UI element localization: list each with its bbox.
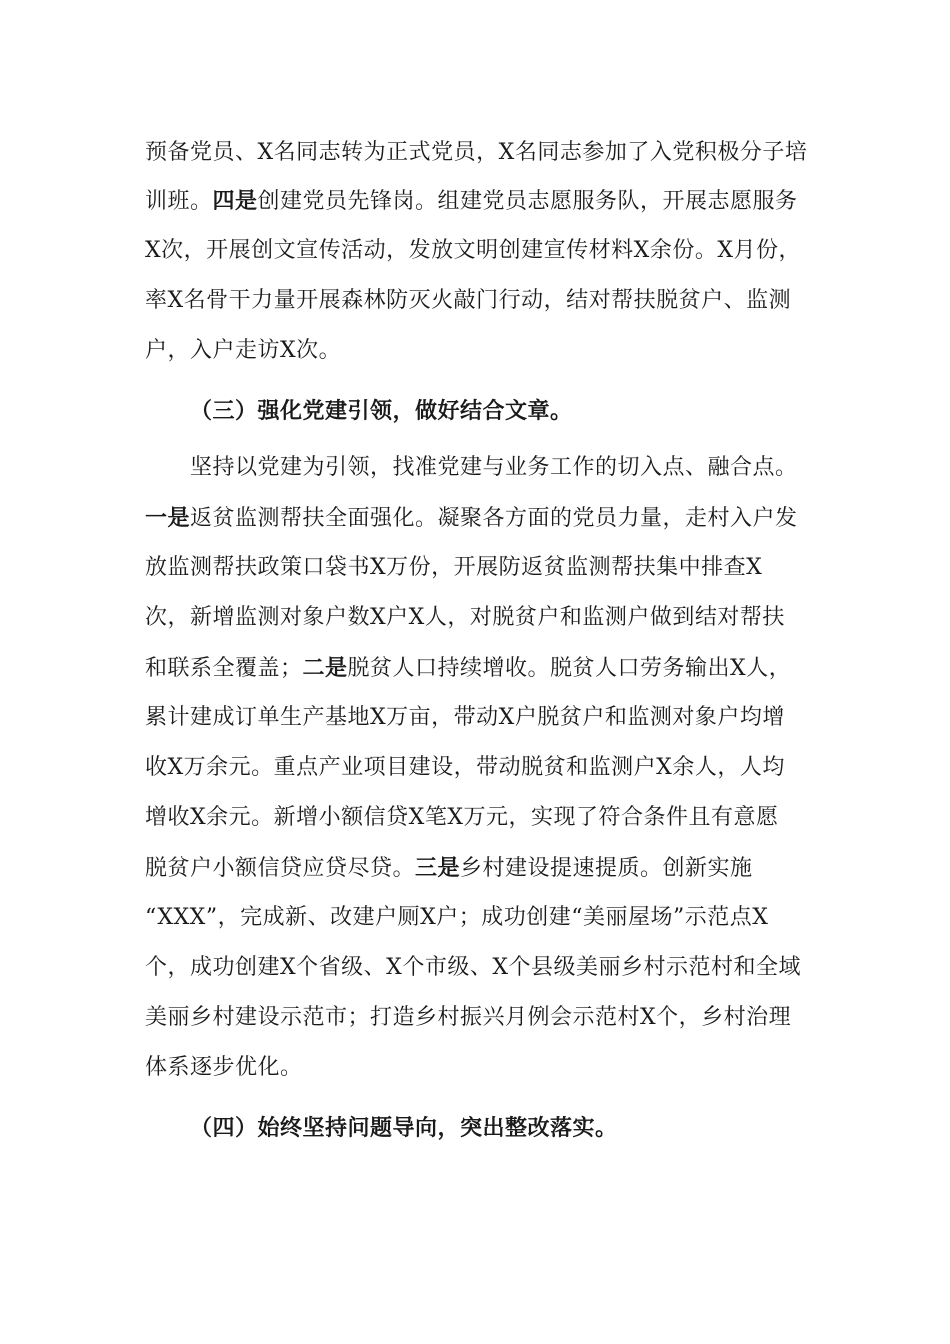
paragraph-1-line-2: [145, 186, 798, 217]
paragraph-2-line-1: 坚持以党建为引领，找准党建与业务工作的切入点、融合点。: [190, 455, 798, 480]
text-span: 乡村建设提速提质。创新实施: [460, 856, 753, 881]
text-span: 脱贫人口持续增收。脱贫人口劳务输出X人，: [347, 656, 792, 681]
paragraph-2-line-6: 累计建成订单生产基地X万亩，带动X户脱贫户和监测对象户均增: [145, 705, 785, 730]
paragraph-2-line-11: 个，成功创建X个省级、X个市级、X个县级美丽乡村示范村和全域: [145, 955, 801, 980]
paragraph-2-line-4: 次，新增监测对象户数X户X人，对脱贫户和监测户做到结对帮扶: [145, 605, 785, 630]
section-heading-4: （四）始终坚持问题导向，突出整改落实。: [190, 1115, 618, 1141]
emphasis-text: 四是: [212, 188, 258, 214]
text-span: 创建党员先锋岗。组建党员志愿服务队，开展志愿服务: [257, 189, 798, 214]
paragraph-1-line-1: 预备党员、X名同志转为正式党员，X名同志参加了入党积极分子培: [145, 140, 808, 165]
emphasis-text: 二是: [302, 655, 348, 681]
paragraph-2-line-2: [145, 503, 798, 534]
paragraph-1-line-5: 户，入户走访X次。: [145, 338, 342, 363]
paragraph-2-line-12: 美丽乡村建设示范市；打造乡村振兴月例会示范村X个，乡村治理: [145, 1005, 792, 1030]
paragraph-2-line-5: [145, 653, 791, 684]
paragraph-1-line-3: X次，开展创文宣传活动，发放文明创建宣传材料X余份。X月份，: [145, 238, 801, 263]
text-span: 训班。: [145, 189, 213, 214]
paragraph-2-line-7: 收X万余元。重点产业项目建设，带动脱贫和监测户X余人，人均: [145, 755, 785, 780]
paragraph-2-line-3: 放监测帮扶政策口袋书X万份，开展防返贫监测帮扶集中排查X: [145, 555, 763, 580]
text-span: 返贫监测帮扶全面强化。凝聚各方面的党员力量，走村入户发: [190, 506, 798, 531]
paragraph-2-line-10: “XXX”，完成新、改建户厕X户；成功创建“美丽屋场”示范点X: [145, 905, 769, 930]
paragraph-2-line-8: 增收X余元。新增小额信贷X笔X万元，实现了符合条件且有意愿: [145, 805, 779, 830]
text-span: 脱贫户小额信贷应贷尽贷。: [145, 856, 416, 881]
section-heading-3: （三）强化党建引领，做好结合文章。: [190, 398, 573, 424]
paragraph-1-line-4: 率X名骨干力量开展森林防灭火敲门行动，结对帮扶脱贫户、监测: [145, 288, 792, 313]
paragraph-2-line-13: 体系逐步优化。: [145, 1055, 303, 1080]
text-span: 和联系全覆盖；: [145, 656, 303, 681]
emphasis-text: 一是: [145, 505, 191, 531]
paragraph-2-line-9: [145, 853, 753, 884]
emphasis-text: 三是: [415, 855, 461, 881]
